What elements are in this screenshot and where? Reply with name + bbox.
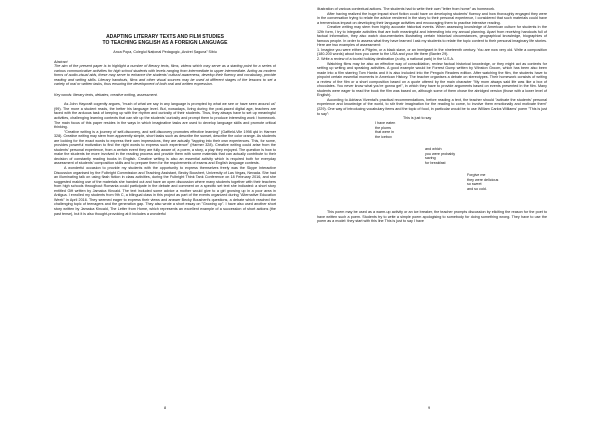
poem-line: that were in <box>375 130 395 135</box>
keywords: Key words: literary texts, debates, creative writing, assessment. <box>54 92 158 97</box>
right-page <box>317 0 547 424</box>
poem-line: you were probably <box>425 151 456 156</box>
paragraph-1: As John Haycraft cogently argues, "much of what we say in any language is prompted by what we see or have seen around us" (99). The more a student reads, the better his language level. But, nowadays, living during the post-paced digital age, teachers are faced with the arduous task of keeping up with the rhythm and curiosity of their students. Thus, they always have to set up meaningful activities, challenging learning contexts that can stir up the students' curiosity and prompt them to produce interesting work / homework. The main focus of this paper resides in the ways in which imaginative tasks are used to develop language skills and promote critical thinking. <box>54 102 276 130</box>
paragraph-r3: Watching films may be also an effective way of consolidation, review factual historical knowledge, or they might act as contexts for setting up writing and speaking activities. A good example would be Forrest Gump written by Winston Groom, which has been also been made into a film starring Tom Hanks and it is also included into the Penguin Readers edition. After watching the film, the students have to pinpoint certain essential moments in American History. The teacher organises a debate on stereotypes. Their homework consists of writing a review of the film or a short composition based on a quote uttered by the main character "My mom always said life was like a box of chocolates. You never know what you're gonna get", in which they have to provide arguments based on events presented in the film. Many students were eager to read the book the film was based on, although some of them chose the abridged version (those with a lower level of English). <box>317 61 547 98</box>
paragraph-3: A wonderful occasion to provide my students with the opportunity to express themselves freely was the Skype Interactive Discussion organised by the Fulbright Commission and Teaching Assistant, Becky Boushert, University of Las Vegas, Nevada. She had an illuminating talk on using flash fiction in class activities, during the Fulbright Think Tank Conference on 18 February 2016, and she suggested making use of the materials she handed out and have an open discussion where many students together with their teachers from high schools throughout Romania could participate in the debate and comment on a specific set text she indicated: a short story entitled Gift written by Jamaica Kincaid. The text included some advice a mother would give to a girl growing up in a poor area in Antigua. I enrolled my students from 9th C, a bilingual class in this project as part of the events organized during "Alternative Education Week" in April 2016. They seemed eager to express their views and answer Becky Boushert's questions, a debate which reached the challenging topic of teenagers and the generation gap. They also wrote a short essay on "Growing up". I have also used another short story written by Jamaica Kincaid, The Letter from Home, which represents an excellent example of a succession of short actions (the past tense), but it is also thought-provoking at it includes a wonderful <box>54 166 276 216</box>
poem-line: they were delicious <box>467 177 499 182</box>
poem-stanza-3 <box>467 173 498 191</box>
paragraph-r5: This poem may be used as a warm-up activity or an ice breaker, the teacher prompts discussion by eliciting the reason for the poet to have written such a poem. Students try to write a simple poem apologising to somebody for doing something wrong. They have to use the poem as a model: they start with this line This is just to say I have <box>317 210 547 224</box>
poem-line: so sweet <box>467 182 482 187</box>
abstract-text: The aim of the present paper is to highlight a number of literary texts, films, videos which may serve as a starting point for a series of various communicative activities for high school students with levels ranging from intermediate to upper intermediate. Acting as modern forms of audio-visual aids, these may serve to enhance the students' cultural awareness, develop their fluency and vocabulary, provide reading and writing skills. Literary handouts, films and other visual sources may be used at different stages of the lessons to set a variety of oral or written tasks, thus ensuring the development of both oral and written expression. <box>54 64 276 87</box>
left-page <box>54 0 276 424</box>
paragraph-r1: After having realized the huge impact short fiction could have on developing students' fluency and how thoroughly engaged they were in the conversation trying to relate the advice rendered in the story to their personal experience, I considered that such materials could have a tremendous impact on developing their language activities and encouraging them to practise intensive reading. <box>317 11 547 25</box>
title-line-1: ADAPTING LITERARY TEXTS AND FILM STUDIES <box>106 34 224 40</box>
poem-line: and so cold. <box>467 186 487 191</box>
poem-line: and which <box>425 147 442 152</box>
page-number-right: 9 <box>428 406 431 410</box>
poem-stanza-2 <box>425 147 455 165</box>
paper-title <box>54 34 276 46</box>
poem <box>317 116 547 210</box>
title-line-2: TO TEACHING ENGLISH AS A FOREIGN LANGUAGE <box>102 40 228 46</box>
poem-line: saving <box>425 156 436 161</box>
poem-line: I have eaten <box>375 121 396 126</box>
poem-line: for breakfast <box>425 160 446 165</box>
poem-line: the icebox <box>375 134 392 139</box>
poem-line: Forgive me <box>467 173 486 178</box>
paragraph-r2: Creative writing may stem from highly accurate historical events. When assessing knowledge of American culture for students in the 12th form, I try to integrate activities that are both meaningful and interesting into my annual planning. Apart from receiving handouts full of factual information, they also watch documentaries illustrating certain historical circumstances, geographical knowledge, biographies of famous people. In order to assess what they have learned I ask my students to relate the topic content to their personal imaginary life stories. Here are two examples of assessment: <box>317 25 547 48</box>
poem-line: the plums <box>375 125 391 130</box>
poem-title: This is just to say <box>403 116 432 121</box>
paragraph-r4: According to Adriana Vizental's practical recommendations, before reading a text, the teacher should "activate the students' personal experience and knowledge of the world, to stir their imagination for the reading to come, to involve them emotionally and motivate them" (229). One way of introducing vocabulary items and the topic of food, in particular would be to use William Carlos Williams' poem "This is just to say": <box>317 97 547 116</box>
poem-stanza-1 <box>375 121 395 139</box>
author-line: Anca Popa, Colegiul Național Pedagogic „Andrei Șaguna” Sibiu <box>113 50 217 54</box>
paragraph-2: "Creative writing is a journey of self-discovery, and self-discovery promotes effective learning" (Gaffield-Vile 1998 qtd in Harmer 328). Creative writing may stem from apparently simple, short tasks such as describe the sunset, describe the color orange. As students are looking for the exact words to express their own impressions, they are actually "tapping into their own experiences. This, for some, provides powerful motivation to find the right words to express such experience" (Harmer 328). Creative writing could arise from the students' personal experience, from a certain event they are fully aware of, a poem, a story, a play they enjoyed. The question is how to make the students be more involved in the reading process and provide them with some materials that can actually contribute to their decision of constantly reading books in English. Creative writing is also an essential activity which is required both for everyday assessment of students' composition skills and to prepare them for the requirements of exams and English language contests. <box>54 129 276 166</box>
abstract-label: Abstract <box>54 59 68 64</box>
assessment-item-2: 2. Write a review of a tourist holiday destination (a city, a national park) in the U.S.A. <box>317 57 454 62</box>
paragraph-r0: illustration of various contextual actions. The students had to write their own "letter from home" as homework. <box>317 7 495 11</box>
page-number-left: 8 <box>164 406 167 410</box>
assessment-item-1: 1. Imagine you were either a Pilgrim, or a black slave, or an immigrant in the nineteenth century. You are now very old. Write a composition (180-200 words) about how you came to the USA and your life there (Baxter 29). <box>317 47 547 57</box>
